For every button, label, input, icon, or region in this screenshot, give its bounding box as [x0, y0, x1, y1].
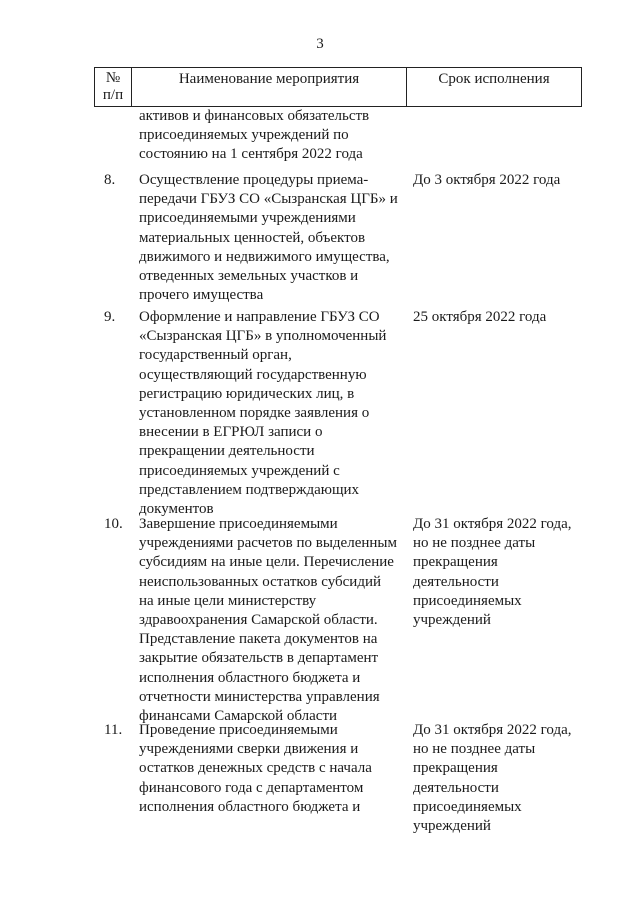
- row-name-line: Оформление и направление ГБУЗ СО: [139, 309, 380, 325]
- page-number: 3: [316, 36, 324, 52]
- header-term-label: Срок исполнения: [438, 71, 550, 87]
- table-header: [94, 67, 582, 107]
- row-term-line: но не позднее даты: [413, 535, 536, 552]
- row-term-line: прекращения: [413, 554, 498, 571]
- row-name-line: внесении в ЕГРЮЛ записи о: [139, 424, 323, 441]
- row-number: 11.: [104, 722, 123, 738]
- row-term-line: До 3 октября 2022 года: [413, 172, 561, 188]
- row-name-line: регистрацию юридических лиц, в: [139, 385, 355, 402]
- row-number: 10.: [104, 516, 123, 532]
- row-term: [413, 308, 593, 327]
- row-term: [413, 171, 593, 190]
- row-name-line: материальных ценностей, объектов: [139, 229, 366, 246]
- row-term-line: деятельности: [413, 779, 499, 796]
- row-name: [139, 171, 401, 305]
- row-name-line: Проведение присоединяемыми: [139, 722, 338, 738]
- row-name-line: осуществляющий государственную: [139, 366, 367, 383]
- row-name-line: исполнения областного бюджета и: [139, 798, 361, 815]
- row-name-line: финансами Самарской области: [139, 708, 338, 725]
- header-name-label: Наименование мероприятия: [178, 71, 360, 87]
- row-term-line: деятельности: [413, 573, 499, 590]
- row-term-line: 25 октября 2022 года: [413, 309, 547, 325]
- header-name-cell: [132, 68, 407, 106]
- row-name-line: учреждениями сверки движения и: [139, 741, 359, 758]
- header-number-cell: [95, 68, 132, 106]
- row-term-line: но не позднее даты: [413, 741, 536, 758]
- row-name-line: «Сызранская ЦГБ» в уполномоченный: [139, 328, 387, 345]
- row-name-line: представлением подтверждающих: [139, 481, 360, 498]
- row-name-line: отчетности министерства управления: [139, 688, 380, 705]
- row-name: [139, 515, 401, 726]
- row-name-line: отведенных земельных участков и: [139, 268, 359, 285]
- row-term-line: До 31 октября 2022 года,: [413, 722, 572, 738]
- row-name-line: Осуществление процедуры приема-: [139, 172, 369, 188]
- row-name-line: исполнения областного бюджета и: [139, 669, 361, 686]
- row-term-line: учреждений: [413, 612, 491, 629]
- row-name-line: прекращении деятельности: [139, 443, 315, 460]
- row-name-line: учреждениями расчетов по выделенным: [139, 535, 397, 552]
- row-name-line: передачи ГБУЗ СО «Сызранская ЦГБ» и: [139, 191, 398, 208]
- row-name: [139, 721, 401, 817]
- continuation-text: [139, 107, 399, 164]
- row-name-line: на иные цели министерству: [139, 592, 317, 609]
- row-name-line: прочего имущества: [139, 287, 264, 304]
- row-number: 8.: [104, 172, 116, 188]
- row-name-line: документов: [139, 501, 214, 518]
- row-name-line: установленном порядке заявления о: [139, 405, 370, 422]
- row-term: [413, 515, 593, 630]
- row-name-line: государственный орган,: [139, 347, 292, 364]
- row-name-line: присоединяемыми учреждениями: [139, 210, 356, 227]
- row-name-line: остатков денежных средств с начала: [139, 760, 372, 777]
- row-name-line: движимого и недвижимого имущества,: [139, 248, 390, 265]
- row-term-line: прекращения: [413, 760, 498, 777]
- header-number-sublabel: п/п: [102, 87, 124, 103]
- row-name-line: субсидиям на иные цели. Перечисление: [139, 554, 394, 571]
- row-name-line: Представление пакета документов на: [139, 631, 378, 648]
- row-name-line: закрытие обязательств в департамент: [139, 650, 379, 667]
- row-name-line: финансового года с департаментом: [139, 779, 364, 796]
- row-name-line: присоединяемых учреждений с: [139, 462, 340, 479]
- header-number-label: №: [105, 70, 121, 86]
- row-term-line: До 31 октября 2022 года,: [413, 516, 572, 532]
- continuation-line: присоединяемых учреждений по: [139, 127, 349, 143]
- header-term-cell: [407, 68, 581, 106]
- row-term-line: присоединяемых: [413, 798, 522, 815]
- continuation-line: активов и финансовых обязательств: [139, 108, 370, 124]
- row-name-line: Завершение присоединяемыми: [139, 516, 338, 532]
- row-number: 9.: [104, 309, 116, 325]
- row-name-line: здравоохранения Самарской области.: [139, 612, 378, 629]
- row-name: [139, 308, 401, 519]
- row-name-line: неиспользованных остатков субсидий: [139, 573, 382, 590]
- row-term: [413, 721, 593, 836]
- row-term-line: присоединяемых: [413, 592, 522, 609]
- continuation-line: состоянию на 1 сентября 2022 года: [139, 146, 363, 162]
- row-term-line: учреждений: [413, 818, 491, 835]
